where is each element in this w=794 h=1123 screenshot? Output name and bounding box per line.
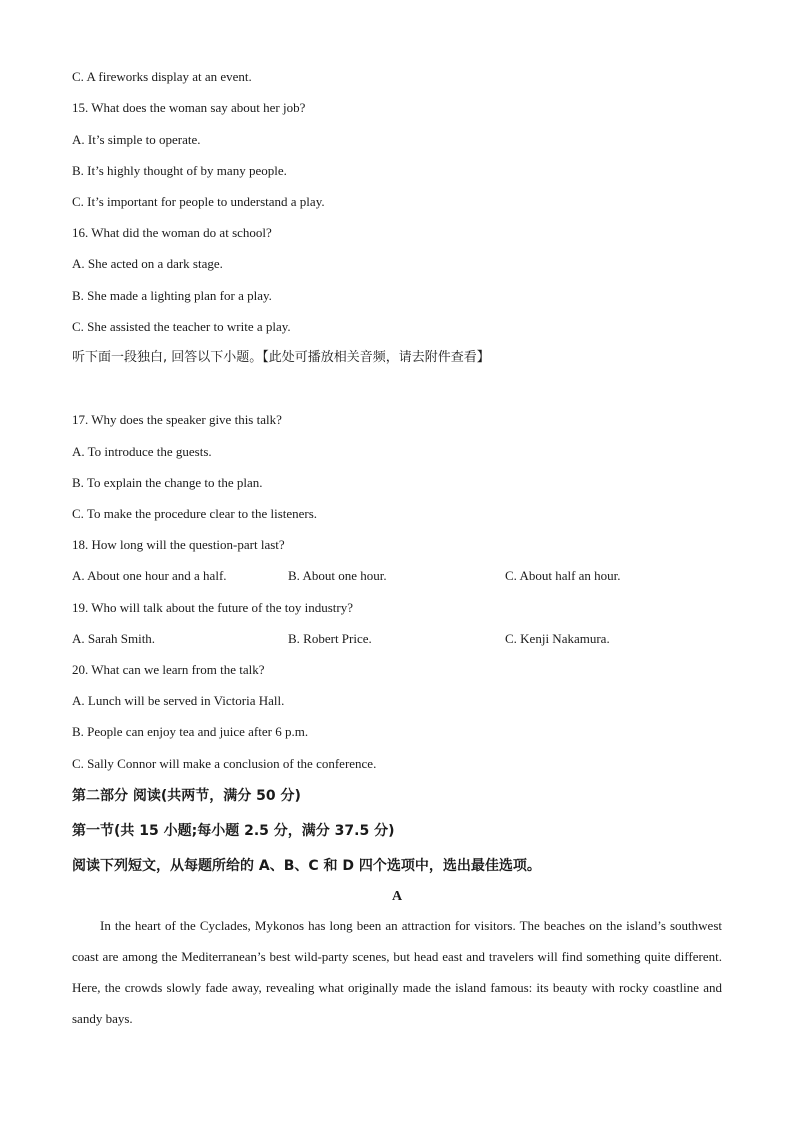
q16-option-b: B. She made a lighting plan for a play. — [72, 288, 272, 303]
q14-option-c: C. A fireworks display at an event. — [72, 69, 252, 84]
q19-option-a: A. Sarah Smith. — [72, 631, 156, 646]
passage-paragraph: In the heart of the Cyclades, Mykonos has long been an attraction for visitors. The beaches on the island’s southwest coast are among the Mediterranean’s best wild-party scenes, but head east and travelers will find something quite different. Here, the crowds slowly fade away, revealing what originally made the island famous: its beauty with rocky coastline and sandy bays. — [72, 918, 722, 1026]
q16-option-a: A. She acted on a dark stage. — [72, 256, 223, 271]
q20-option-b: B. People can enjoy tea and juice after 6 p.m. — [72, 724, 309, 739]
q15-option-a: A. It’s simple to operate. — [72, 132, 201, 147]
reading-instruction: 阅读下列短文，从每题所给的 A、B、C 和 D 四个选项中，选出最佳选项。 — [72, 858, 541, 874]
q18-option-c: C. About half an hour. — [505, 568, 621, 583]
q15-option-c: C. It’s important for people to understand a play. — [72, 194, 325, 209]
q20-option-a: A. Lunch will be served in Victoria Hall. — [72, 693, 285, 708]
monologue-instruction: 听下面一段独白, 回答以下小题。【此处可播放相关音频，请去附件查看】 — [72, 350, 490, 365]
q19-question: 19. Who will talk about the future of the toy industry? — [72, 600, 354, 615]
q20-question: 20. What can we learn from the talk? — [72, 662, 265, 677]
part2-title: 第二部分 阅读(共两节，满分 50 分) — [72, 788, 301, 804]
q17-option-c: C. To make the procedure clear to the listeners. — [72, 506, 318, 521]
q18-question: 18. How long will the question-part last? — [72, 537, 285, 552]
q16-question: 16. What did the woman do at school? — [72, 225, 272, 240]
q19-option-b: B. Robert Price. — [288, 631, 372, 646]
q18-option-b: B. About one hour. — [288, 568, 387, 583]
q17-option-a: A. To introduce the guests. — [72, 444, 212, 459]
q17-option-b: B. To explain the change to the plan. — [72, 475, 263, 490]
passage-label: A — [391, 889, 403, 904]
q16-option-c: C. She assisted the teacher to write a play. — [72, 319, 291, 334]
section1-title: 第一节(共 15 小题;每小题 2.5 分，满分 37.5 分) — [72, 823, 395, 839]
q15-option-b: B. It’s highly thought of by many people. — [72, 163, 287, 178]
q20-option-c: C. Sally Connor will make a conclusion of the conference. — [72, 756, 377, 771]
q18-option-a: A. About one hour and a half. — [72, 568, 227, 583]
q19-option-c: C. Kenji Nakamura. — [505, 631, 610, 646]
q15-question: 15. What does the woman say about her job? — [72, 100, 306, 115]
q17-question: 17. Why does the speaker give this talk? — [72, 412, 282, 427]
